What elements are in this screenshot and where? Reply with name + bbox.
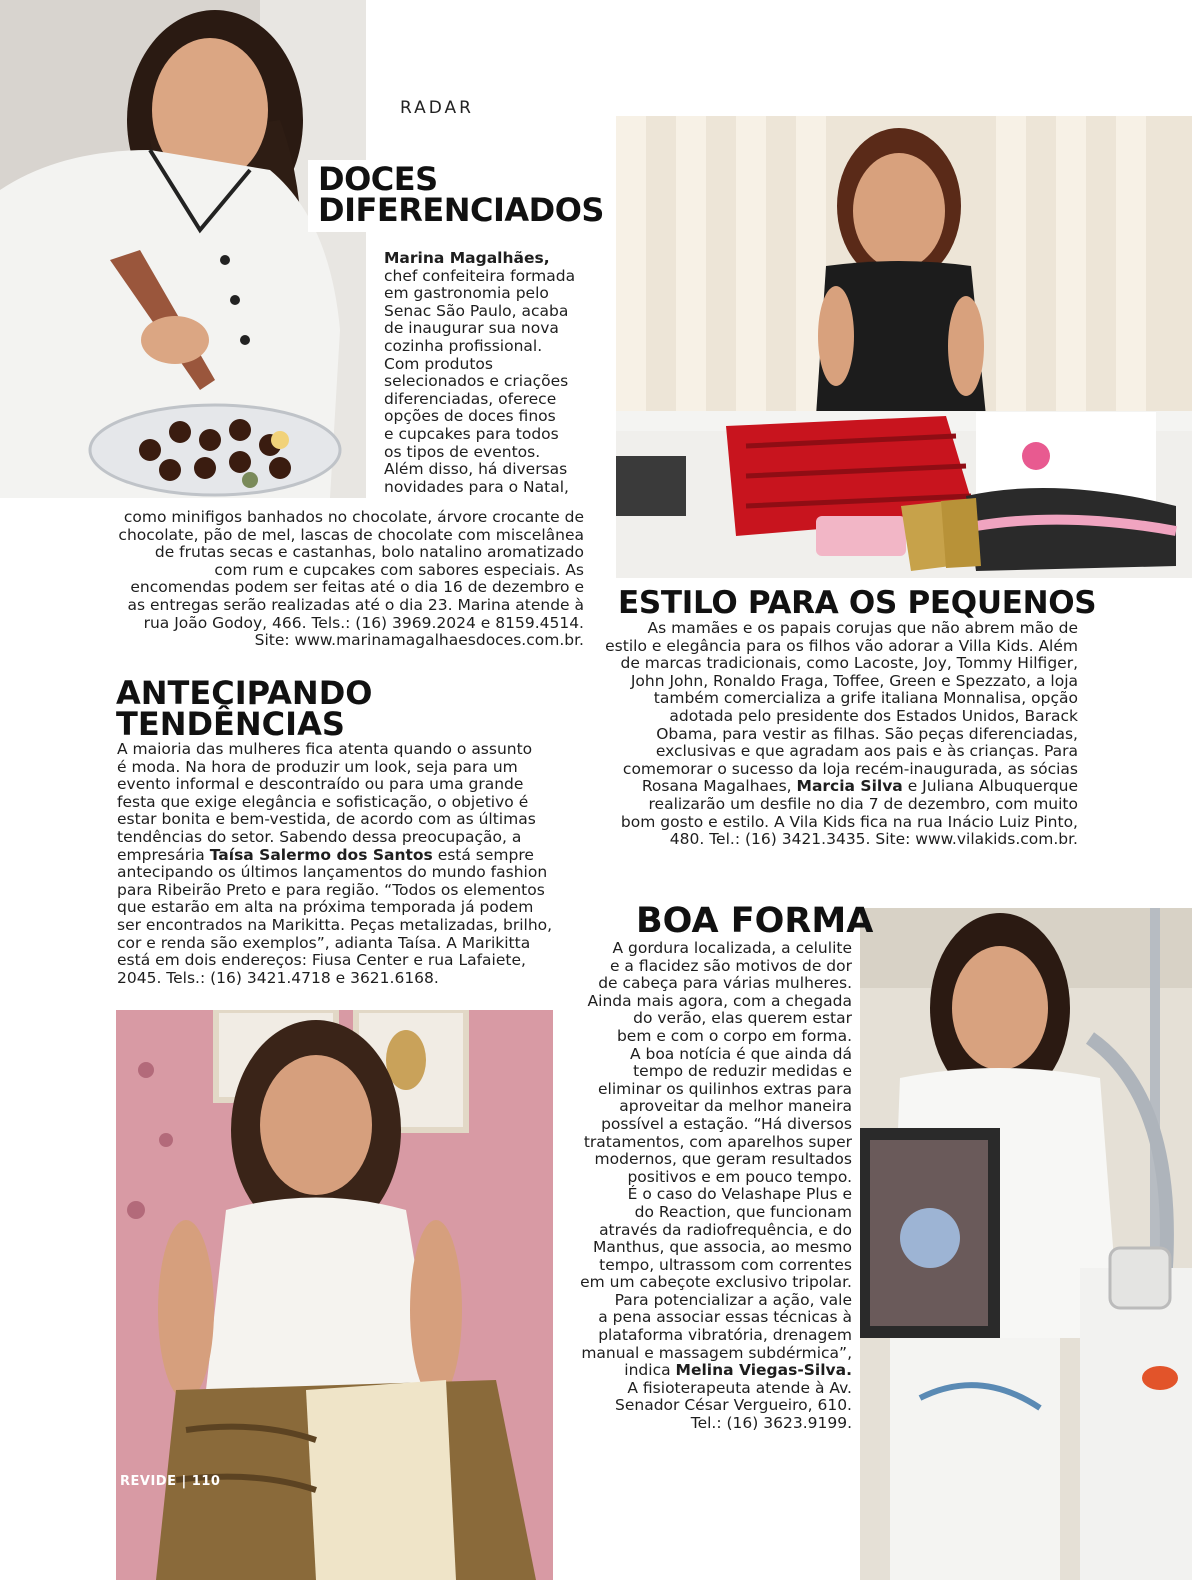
antecipando-line: evento informal e descontraído ou para uma grande [117, 775, 524, 794]
boa-line: bem e com o corpo em forma. [616, 1026, 852, 1045]
doces-col-line: selecionados e criações [384, 372, 569, 391]
doces-col-line: Senac São Paulo, acaba [384, 301, 569, 320]
doces-wide-line: como minifigos banhados no chocolate, árvore crocante de [123, 508, 584, 526]
estilo-bold-name: Marcia Silva [796, 777, 903, 796]
doces-wide-line: com rum e cupcakes com sabores especiais. As [214, 560, 584, 579]
antecipando-line: estar bonita e bem-vestida, de acordo com as últimas [117, 810, 536, 829]
doces-col-line: opções de doces finos [384, 407, 556, 426]
doces-wide-line: Site: www.marinamagalhaesdoces.com.br. [254, 631, 584, 650]
antecipando-bold-name: Taísa Salermo dos Santos [209, 845, 433, 864]
boa-line: tempo, ultrassom com correntes [599, 1255, 852, 1274]
antecipando-line: ser encontrados na Marikitta. Peças metalizadas, brilho, [117, 915, 553, 934]
doces-col-line: os tipos de eventos. [384, 442, 541, 461]
page-footer [120, 1474, 220, 1489]
boa-line: Ainda mais agora, com a chegada [587, 991, 852, 1010]
estilo-line: de marcas tradicionais, como Lacoste, Joy, Tommy Hilfiger, [620, 654, 1078, 673]
doces-col-line: e cupcakes para todos [384, 424, 559, 443]
antecipando-headline-line1: ANTECIPANDO [116, 674, 373, 712]
antecipando-line-pre: empresária [117, 845, 210, 864]
estilo-body [600, 620, 1078, 849]
doces-col-line: Com produtos [384, 354, 493, 373]
doces-col-line: Além disso, há diversas [384, 460, 568, 479]
antecipando-line: é moda. Na hora de produzir um look, seja para um [117, 757, 518, 776]
boa-line: A fisioterapeuta atende à Av. [627, 1378, 852, 1397]
antecipando-headline [116, 674, 373, 743]
boa-line: do Reaction, que funcionam [634, 1202, 852, 1221]
doces-headline-line1: DOCES [318, 160, 438, 198]
estilo-line: As mamães e os papais corujas que não abrem mão de [647, 619, 1078, 637]
boa-body [580, 940, 852, 1433]
boa-line: possível a estação. “Há diversos [601, 1114, 852, 1133]
estilo-line: John John, Ronaldo Fraga, Toffee, Green e Spezzato, a loja [630, 671, 1078, 690]
boa-line: Tel.: (16) 3623.9199. [690, 1414, 852, 1433]
boa-line: de cabeça para várias mulheres. [598, 974, 852, 993]
boa-line: A gordura localizada, a celulite [612, 939, 852, 957]
antecipando-line: está em dois endereços: Fiusa Center e rua Lafaiete, [117, 951, 526, 970]
boa-line: tempo de reduzir medidas e [633, 1062, 852, 1081]
boa-line-with-name [580, 1362, 852, 1380]
antecipando-line: para Ribeirão Preto e para região. “Todos os elementos [117, 880, 545, 899]
estilo-headline: ESTILO PARA OS PEQUENOS [618, 585, 1097, 621]
doces-column [384, 250, 584, 496]
estilo-line: Obama, para vestir as filhas. São peças diferenciadas, [656, 724, 1078, 743]
antecipando-line: tendências do setor. Sabendo dessa preocupação, a [117, 827, 522, 846]
estilo-line: também comercializa a grife italiana Monnalisa, opção [653, 689, 1078, 708]
doces-headline-line2: DIFERENCIADOS [318, 191, 604, 229]
doces-col-line: diferenciadas, oferece [384, 389, 557, 408]
doces-headline [318, 160, 604, 229]
antecipando-line-post: está sempre [432, 845, 534, 864]
boa-line: manual e massagem subdérmica”, [581, 1343, 852, 1362]
boa-line: a pena associar essas técnicas à [598, 1308, 852, 1327]
estilo-line: exclusivas e que agradam aos pais e às crianças. Para [655, 742, 1078, 761]
photo-boa-forma [860, 908, 1192, 1580]
antecipando-line-with-name [117, 847, 557, 865]
antecipando-line: festa que exige elegância e sofisticação, o objetivo é [117, 792, 529, 811]
boa-line: Para potencializar a ação, vale [614, 1290, 852, 1309]
boa-line: através da radiofrequência, e do [599, 1220, 852, 1239]
boa-line: A boa notícia é que ainda dá [629, 1044, 852, 1063]
boa-line: e a flacidez são motivos de dor [609, 956, 852, 975]
doces-wide-line: rua João Godoy, 466. Tels.: (16) 3969.2024 e 8159.4514. [143, 613, 584, 632]
doces-wide-line: chocolate, pão de mel, lascas de chocolate com miscelânea [118, 525, 584, 544]
boa-line: positivos e em pouco tempo. [627, 1167, 852, 1186]
boa-bold-name: Melina Viegas-Silva. [675, 1361, 852, 1380]
photo-chef [0, 0, 366, 498]
doces-wide [110, 509, 584, 650]
boa-line: eliminar os quilinhos extras para [598, 1079, 852, 1098]
antecipando-line: A maioria das mulheres fica atenta quando o assunto [117, 740, 533, 758]
doces-wide-line: de frutas secas e castanhas, bolo natalino aromatizado [154, 543, 584, 562]
boa-headline: BOA FORMA [636, 901, 874, 941]
antecipando-line: 2045. Tels.: (16) 3421.4718 e 3621.6168. [117, 968, 439, 987]
boa-line: Manthus, que associa, ao mesmo [593, 1238, 852, 1257]
antecipando-body [117, 741, 557, 987]
doces-col-line: de inaugurar sua nova [384, 319, 559, 338]
estilo-line-with-name [600, 778, 1078, 796]
boa-line-pre: indica [624, 1361, 676, 1380]
boa-line: do verão, elas querem estar [633, 1009, 852, 1028]
doces-wide-line: as entregas serão realizadas até o dia 23. Marina atende à [127, 595, 584, 614]
estilo-line: 480. Tel.: (16) 3421.3435. Site: www.vilakids.com.br. [669, 830, 1078, 849]
photo-kids-store [616, 116, 1192, 578]
estilo-line: realizarão um desfile no dia 7 de dezembro, com muito [648, 794, 1078, 813]
estilo-line: comemorar o sucesso da loja recém-inaugurada, as sócias [622, 759, 1078, 778]
doces-name: Marina Magalhães, [384, 249, 550, 267]
footer-magazine: REVIDE [120, 1474, 177, 1489]
doces-col-line: novidades para o Natal, [384, 477, 569, 496]
boa-line: Senador César Vergueiro, 610. [615, 1396, 852, 1415]
boa-line: modernos, que geram resultados [594, 1150, 852, 1169]
doces-wide-line: encomendas podem ser feitas até o dia 16 de dezembro e [130, 578, 584, 597]
doces-col-line: em gastronomia pelo [384, 284, 549, 303]
boa-line: É o caso do Velashape Plus e [627, 1185, 852, 1204]
estilo-line: bom gosto e estilo. A Vila Kids fica na rua Inácio Luiz Pinto, [620, 812, 1078, 831]
doces-col-line: chef confeiteira formada [384, 266, 576, 285]
footer-page-number: 110 [191, 1474, 221, 1489]
footer-separator: | [181, 1474, 187, 1489]
boa-line: aproveitar da melhor maneira [619, 1097, 852, 1116]
antecipando-line: antecipando os últimos lançamentos do mundo fashion [117, 863, 548, 882]
boa-line: tratamentos, com aparelhos super [583, 1132, 852, 1151]
antecipando-line: que estarão em alta na próxima temporada já podem [117, 898, 534, 917]
estilo-line: estilo e elegância para os filhos vão adorar a Villa Kids. Além [605, 636, 1078, 655]
estilo-line-post: e Juliana Albuquerque [902, 777, 1078, 796]
section-label: RADAR [400, 98, 474, 118]
photo-marikitta [116, 1010, 553, 1580]
antecipando-line: cor e renda são exemplos”, adianta Taísa. A Marikitta [117, 933, 531, 952]
doces-col-line: cozinha profissional. [384, 336, 543, 355]
estilo-line: adotada pelo presidente dos Estados Unidos, Barack [669, 706, 1078, 725]
antecipando-headline-line2: TENDÊNCIAS [116, 705, 345, 743]
boa-line: em um cabeçote exclusivo tripolar. [580, 1273, 852, 1292]
estilo-line-pre: Rosana Magalhaes, [641, 777, 797, 796]
boa-line: plataforma vibratória, drenagem [598, 1326, 852, 1345]
